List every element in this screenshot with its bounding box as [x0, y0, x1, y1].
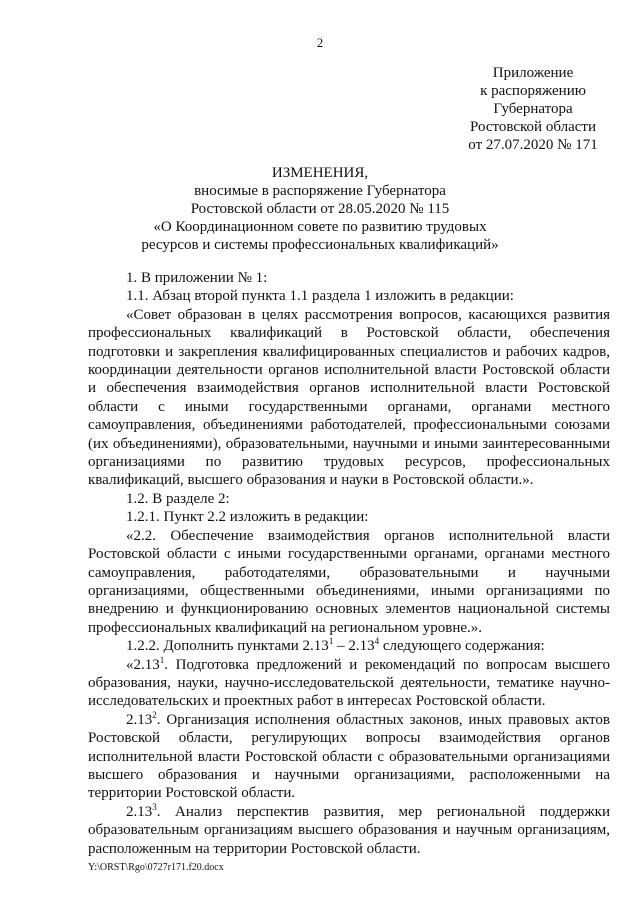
appendix-line: Ростовской области [470, 119, 596, 135]
text-run: 1.2.2. Дополнить пунктами 2.13 [126, 638, 329, 655]
text-run: . Организация исполнения областных законов, иных правовых актов Ростовской области, регулирующих вопросы взаимодействия органов исполнительной власти Ростовской области с образовательными организациями высшего образования и научными организациями, расположенными на территории Ростовской области. [88, 711, 610, 802]
paragraph [88, 637, 610, 655]
paragraph: «2.2. Обеспечение взаимодействия органов исполнительной власти Ростовской области с иными государственными органами, органами местного самоуправления, работодателями, образовательными и научными организациями, общественными объединениями, иными организациями по внедрению и функционированию основных элементов национальной системы профессиональных квалификаций на региональном уровне.». [88, 527, 610, 636]
superscript: 1 [328, 636, 334, 647]
appendix-block [448, 64, 618, 154]
text-run: следующего содержания: [379, 638, 545, 655]
paragraph: «Совет образован в целях рассмотрения вопросов, касающихся развития профессиональных квалификаций в Ростовской области, обеспечения подготовки и закрепления квалифицированных специалистов и рабочих кадров, координации деятельности органов исполнительной власти Ростовской области и обеспечения взаимодействия органов исполнительной власти Ростовской области с иными государственными органами, органами местного самоуправления, объединениями работодателей, профессиональными союзами (их объединениями), образовательными, научными и иными заинтересованными организациями по развитию трудовых ресурсов, профессиональных квалификаций, высшего образования и науки в Ростовской области.». [88, 306, 610, 489]
appendix-line: Приложение [492, 65, 574, 81]
title-line: вносимые в распоряжение Губернатора [194, 183, 446, 199]
superscript: 2 [152, 709, 157, 720]
paragraph [88, 803, 610, 858]
appendix-line: к распоряжению [480, 83, 586, 99]
superscript: 4 [374, 636, 380, 647]
text-run: . Анализ перспектив развития, мер региональной поддержки образовательным организациям высшего образования и научным организациям, расположенным на территории Ростовской области. [88, 803, 610, 857]
paragraph [88, 656, 610, 711]
title-line: «О Координационном совете по развитию трудовых [153, 219, 487, 235]
paragraph: 1.1. Абзац второй пункта 1.1 раздела 1 изложить в редакции: [126, 288, 514, 305]
paragraph: 1.2. В разделе 2: [126, 490, 230, 507]
appendix-line: Губернатора [493, 101, 573, 117]
text-run: «2.13 [126, 656, 160, 673]
document-title [60, 164, 580, 254]
paragraph: 1. В приложении № 1: [126, 270, 268, 286]
text-run: – 2.13 [333, 638, 375, 655]
paragraph: 1.2.1. Пункт 2.2 изложить в редакции: [126, 509, 369, 526]
superscript: 1 [159, 654, 165, 665]
superscript: 3 [152, 801, 157, 812]
paragraph [88, 711, 610, 803]
appendix-date-line: от 27.07.2020 № 171 [468, 137, 598, 153]
document-body [88, 269, 610, 858]
text-run: 2.13 [126, 711, 153, 728]
text-run: 2.13 [126, 803, 153, 820]
page-number: 2 [316, 35, 324, 50]
title-line: Ростовской области от 28.05.2020 № 115 [190, 201, 450, 217]
text-run: . Подготовка предложений и рекомендаций по вопросам высшего образования, науки, научно-исследовательской деятельности, тематике научно-исследовательских и проектных работ в интересах Ростовской области. [88, 656, 610, 710]
title-line: ресурсов и системы профессиональных квалификаций» [141, 237, 499, 253]
title-heading: ИЗМЕНЕНИЯ, [271, 165, 369, 181]
footer-file-path: Y:\ORST\Rgo\0727r171.f20.docx [88, 862, 224, 873]
